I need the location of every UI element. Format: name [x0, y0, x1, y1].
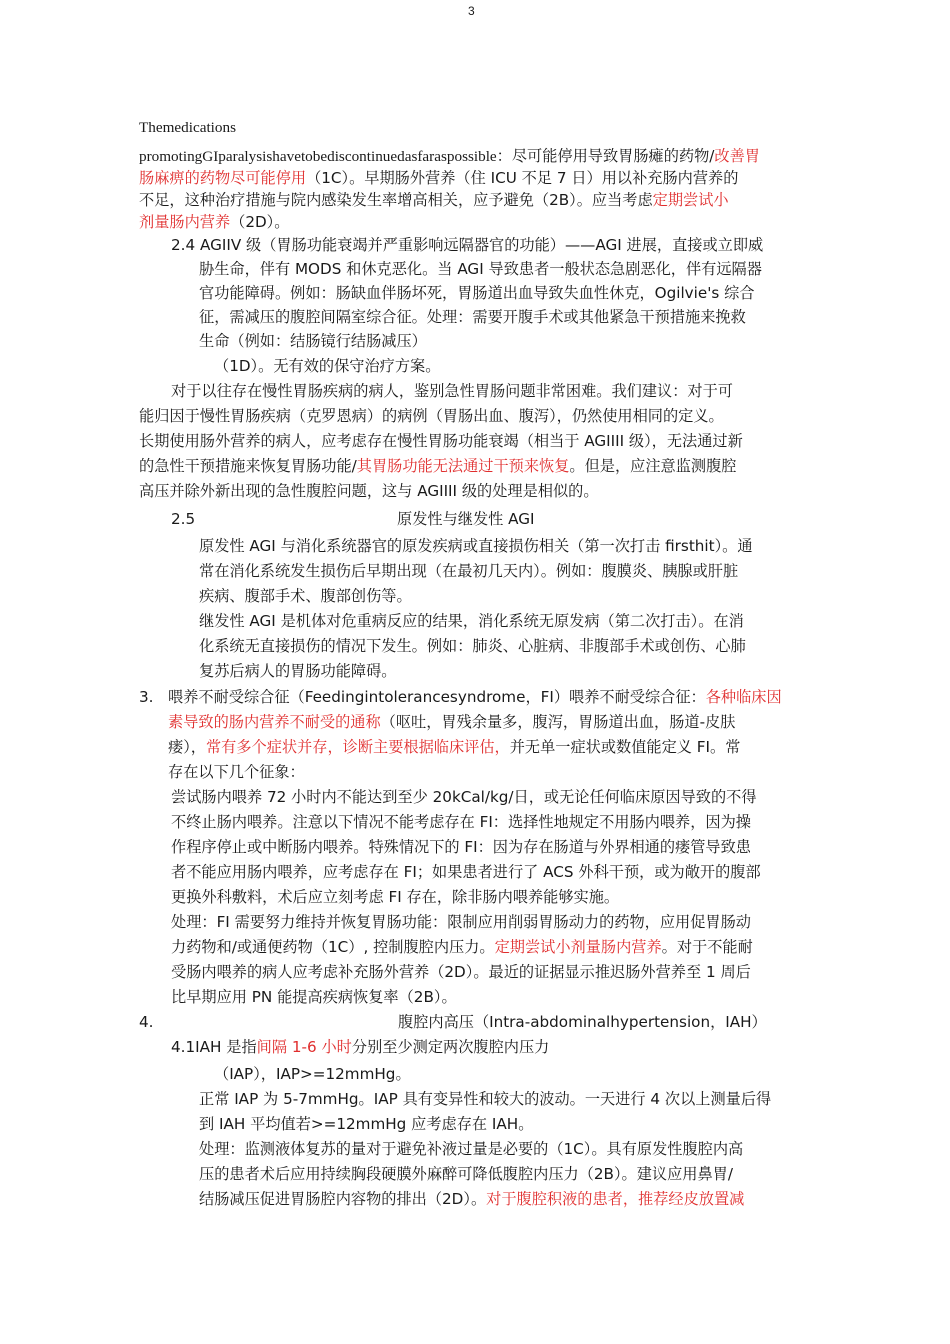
text-span: 压的患者术后应用持续胸段硬膜外麻醉可降低腹腔内压力（2B）。建议应用鼻胃/: [199, 1165, 733, 1183]
highlighted-text: 定期尝试小剂量肠内营养: [494, 938, 662, 956]
highlighted-text: 改善胃: [714, 147, 760, 165]
text-span: 更换外科敷料，术后应立刻考虑 FI 存在，除非肠内喂养能够实施。: [171, 888, 620, 906]
text-line: [139, 117, 236, 139]
highlighted-text: 素导致的肠内营养不耐受的通称: [168, 713, 381, 731]
text-line: [171, 836, 751, 858]
text-span: 者不能应用肠内喂养，应考虑存在 FI；如果患者进行了 ACS 外科干预，或为敞开的腹部: [171, 863, 761, 881]
text-span: 瘘），: [168, 738, 206, 756]
text-line: [171, 811, 751, 833]
text-span: 3.: [139, 688, 154, 706]
text-span: 征，需减压的腹腔间隔室综合征。处理：需要开腹手术或其他紧急干预措施来挽救: [199, 308, 746, 326]
text-span: 官功能障碍。例如：肠缺血伴肠坏死，胃肠道出血导致失血性休克，Ogilvie's 综合: [199, 284, 755, 302]
text-line: [214, 1063, 411, 1085]
text-span: 存在以下几个征象：: [168, 763, 305, 781]
text-line: [199, 635, 746, 657]
text-span: 疾病、腹部手术、腹部创伤等。: [199, 587, 412, 605]
text-span: 的急性干预措施来恢复胃肠功能/: [139, 457, 357, 475]
text-span: （2D）。: [230, 213, 290, 231]
text-span: Themedications: [139, 119, 236, 136]
text-line: [168, 686, 782, 708]
text-line: [168, 736, 740, 758]
text-line: [171, 786, 757, 808]
text-line: [171, 961, 751, 983]
text-span: 受肠内喂养的病人应考虑补充肠外营养（2D）。最近的证据显示推迟肠外营养至 1 周后: [171, 963, 751, 981]
text-line: [139, 167, 738, 189]
text-span: 长期使用肠外营养的病人，应考虑存在慢性胃肠功能衰竭（相当于 AGIIII 级），无法通过新: [139, 432, 743, 450]
text-line: [397, 508, 535, 530]
text-line: [139, 480, 599, 502]
text-span: 2.5: [171, 510, 196, 528]
highlighted-text: 肠麻痹的药物尽可能停用: [139, 169, 307, 187]
text-line: [171, 861, 761, 883]
text-span: 4.1IAH 是指: [171, 1038, 257, 1056]
text-line: [199, 585, 412, 607]
text-line: [139, 211, 289, 233]
text-line: [139, 405, 724, 427]
text-span: 能归因于慢性胃肠疾病（克罗恩病）的病例（胃肠出血、腹泻），仍然使用相同的定义。: [139, 407, 724, 425]
highlighted-text: 其胃肠功能无法通过干预来恢复: [356, 457, 570, 475]
text-span: （1C）。早期肠外营养（住 ICU 不足 7 日）用以补充肠内营养的: [306, 169, 739, 187]
text-line: [168, 761, 305, 783]
text-span: 腹腔内高压（Intra-abdominalhypertension，IAH）: [398, 1013, 767, 1031]
text-line: [139, 686, 154, 708]
text-span: 处理：监测液体复苏的量对于避免补液过量是必要的（1C）。具有原发性腹腔内高: [199, 1140, 744, 1158]
text-line: [171, 911, 751, 933]
highlighted-text: 常有多个症状并存，诊断主要根据临床评估，: [205, 738, 510, 756]
highlighted-text: 对于腹腔积液的患者，推荐经皮放置减: [486, 1190, 745, 1208]
text-line: [199, 330, 427, 352]
text-span: 。对于不能耐: [661, 938, 753, 956]
text-span: 喂养不耐受综合征（Feedingintolerancesyndrome，FI）喂养不耐受综合征：: [168, 688, 706, 706]
text-span: 正常 IAP 为 5-7mmHg。IAP 具有变异性和较大的波动。一天进行 4 次以上测量后得: [199, 1090, 772, 1108]
highlighted-text: 间隔 1-6 小时: [256, 1038, 352, 1056]
text-span: 高压并除外新出现的急性腹腔问题，这与 AGIIII 级的处理是相似的。: [139, 482, 599, 500]
text-span: 常在消化系统发生损伤后早期出现（在最初几天内）。例如：腹膜炎、胰腺或肝脏: [199, 562, 739, 580]
text-line: [199, 282, 755, 304]
text-line: [139, 145, 760, 168]
text-line: [199, 306, 746, 328]
text-span: （1D）。无有效的保守治疗方案。: [214, 357, 441, 375]
text-span: 对于以往存在慢性胃肠疾病的病人，鉴别急性胃肠问题非常困难。我们建议：对于可: [171, 382, 733, 400]
text-line: [199, 1188, 744, 1210]
text-span: promotingGIparalysishavetobediscontinuedasfaraspossible: [139, 148, 497, 165]
text-span: （呕吐，胃残余量多，腹泻，胃肠道出血，肠道-皮肤: [380, 713, 736, 731]
highlighted-text: 各种临床因: [705, 688, 782, 706]
text-line: [139, 1011, 154, 1033]
text-line: [171, 936, 753, 958]
text-line: [168, 711, 735, 733]
text-span: 结肠减压促进胃肠腔内容物的排出（2D）。: [199, 1190, 487, 1208]
text-line: [398, 1011, 767, 1033]
text-line: [171, 234, 763, 256]
text-line: [199, 258, 762, 280]
text-span: 不终止肠内喂养。注意以下情况不能考虑存在 FI：选择性地规定不用肠内喂养，因为操: [171, 813, 751, 831]
text-span: 处理：FI 需要努力维持并恢复胃肠功能：限制应用削弱胃肠动力的药物，应用促胃肠动: [171, 913, 751, 931]
text-line: [199, 535, 753, 557]
text-span: 。但是，应注意监测腹腔: [569, 457, 737, 475]
text-line: [171, 380, 733, 402]
text-line: [139, 455, 736, 477]
text-span: 并无单一症状或数值能定义 FI。常: [509, 738, 741, 756]
text-span: 生命（例如：结肠镜行结肠减压）: [199, 332, 427, 350]
text-line: [171, 1036, 549, 1058]
text-line: [171, 508, 195, 530]
text-line: [199, 1138, 743, 1160]
text-span: 作程序停止或中断肠内喂养。特殊情况下的 FI：因为存在肠道与外界相通的瘘管导致患: [171, 838, 751, 856]
text-span: 到 IAH 平均值若>=12mmHg 应考虑存在 IAH。: [199, 1115, 534, 1133]
text-span: 不足，这种治疗措施与院内感染发生率增高相关，应予避免（2B）。应当考虑: [139, 191, 653, 209]
text-span: 4.: [139, 1013, 154, 1031]
text-line: [214, 355, 440, 377]
text-line: [199, 1113, 533, 1135]
text-line: [199, 610, 744, 632]
text-span: ：尽可能停用导致胃肠瘫的药物/: [496, 147, 715, 165]
text-span: （IAP），IAP>=12mmHg。: [214, 1065, 411, 1083]
highlighted-text: 定期尝试小: [652, 191, 729, 209]
text-line: [199, 560, 738, 582]
text-line: [171, 986, 457, 1008]
text-span: 原发性 AGI 与消化系统器官的原发疾病或直接损伤相关（第一次打击 firsthit）。通: [199, 537, 753, 555]
text-span: 2.4 AGIIV 级（胃肠功能衰竭并严重影响远隔器官的功能）——AGI 进展，直接或立即威: [171, 236, 764, 254]
text-line: [199, 660, 396, 682]
text-span: 胁生命，伴有 MODS 和休克恶化。当 AGI 导致患者一般状态急剧恶化，伴有远隔器: [199, 260, 762, 278]
text-line: [139, 430, 743, 452]
text-line: [199, 1163, 733, 1185]
page-number: 3: [468, 4, 475, 18]
text-span: 尝试肠内喂养 72 小时内不能达到至少 20kCal/kg/日，或无论任何临床原因导致的不得: [171, 788, 757, 806]
text-span: 分别至少测定两次腹腔内压力: [351, 1038, 550, 1056]
text-span: 力药物和/或通便药物（1C）, 控制腹腔内压力。: [171, 938, 495, 956]
text-span: 原发性与继发性 AGI: [397, 510, 535, 528]
text-span: 复苏后病人的胃肠功能障碍。: [199, 662, 397, 680]
text-line: [139, 189, 729, 211]
text-span: 比早期应用 PN 能提高疾病恢复率（2B）。: [171, 988, 457, 1006]
text-line: [171, 886, 619, 908]
text-span: 继发性 AGI 是机体对危重病反应的结果，消化系统无原发病（第二次打击）。在消: [199, 612, 744, 630]
highlighted-text: 剂量肠内营养: [139, 213, 231, 231]
text-line: [199, 1088, 771, 1110]
text-span: 化系统无直接损伤的情况下发生。例如：肺炎、心脏病、非腹部手术或创伤、心肺: [199, 637, 746, 655]
